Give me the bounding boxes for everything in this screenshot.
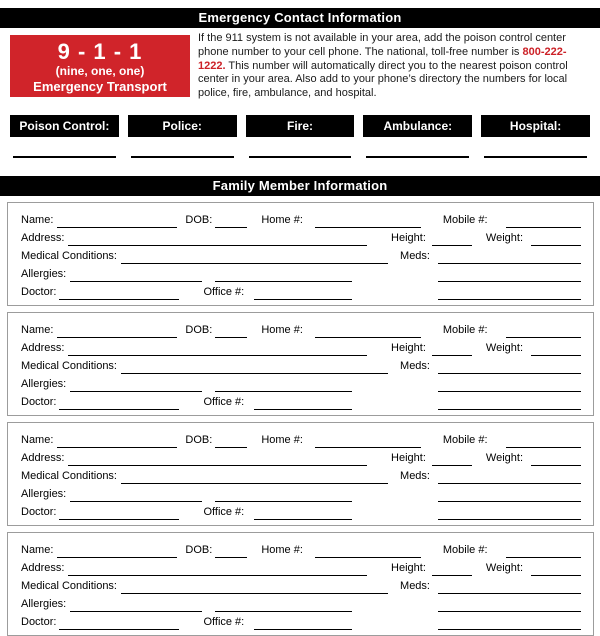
- family-header-title: Family Member Information: [212, 177, 388, 193]
- allergies-label: Allergies:: [21, 267, 67, 280]
- home-phone-label: Home #:: [261, 213, 303, 226]
- home-phone-label: Home #:: [261, 433, 303, 446]
- height-label: Height:: [391, 451, 426, 464]
- family-member-block-3: [7, 422, 594, 526]
- contact-cell-ambulance: [363, 115, 472, 158]
- allergies-continuation-line[interactable]: [215, 267, 352, 282]
- meds-label: Meds:: [400, 469, 430, 482]
- mobile-phone-blank-line[interactable]: [506, 213, 581, 228]
- emergency-header-title: Emergency Contact Information: [198, 10, 402, 25]
- name-row: [21, 430, 581, 448]
- height-blank-line[interactable]: [432, 341, 472, 356]
- mobile-phone-label: Mobile #:: [442, 213, 488, 226]
- 911-caption: Emergency Transport System: [33, 79, 167, 110]
- allergies-row: [21, 594, 581, 612]
- name-label: Name:: [21, 543, 54, 556]
- name-blank-line[interactable]: [57, 213, 177, 228]
- meds-continuation-line-2[interactable]: [438, 615, 581, 630]
- medical-conditions-blank-line[interactable]: [121, 249, 388, 264]
- weight-label: Weight:: [485, 231, 523, 244]
- medical-conditions-label: Medical Conditions:: [21, 469, 117, 482]
- medical-row: [21, 356, 581, 374]
- height-label: Height:: [391, 231, 426, 244]
- dob-label: DOB:: [185, 433, 213, 446]
- meds-blank-line[interactable]: [438, 469, 581, 484]
- allergies-row: [21, 264, 581, 282]
- allergies-row: [21, 484, 581, 502]
- home-phone-blank-line[interactable]: [315, 543, 421, 558]
- doctor-row: [21, 282, 581, 300]
- fire-label: Fire:: [246, 115, 355, 137]
- height-label: Height:: [391, 561, 426, 574]
- address-blank-line[interactable]: [68, 341, 367, 356]
- weight-blank-line[interactable]: [531, 451, 581, 466]
- intro-section: [10, 32, 590, 110]
- height-blank-line[interactable]: [432, 451, 472, 466]
- meds-label: Meds:: [400, 359, 430, 372]
- poison-control-phone-number: 800-222-1222.: [198, 45, 567, 72]
- meds-blank-line[interactable]: [438, 579, 581, 594]
- address-blank-line[interactable]: [68, 561, 367, 576]
- mobile-phone-label: Mobile #:: [442, 543, 488, 556]
- medical-conditions-label: Medical Conditions:: [21, 359, 117, 372]
- address-label: Address:: [21, 341, 65, 354]
- meds-continuation-line-1[interactable]: [438, 597, 581, 612]
- doctor-blank-line[interactable]: [59, 505, 179, 520]
- doctor-blank-line[interactable]: [59, 615, 179, 630]
- doctor-blank-line[interactable]: [59, 285, 179, 300]
- doctor-label: Doctor:: [21, 505, 57, 518]
- address-row: [21, 228, 581, 246]
- address-row: [21, 338, 581, 356]
- doctor-label: Doctor:: [21, 285, 57, 298]
- address-label: Address:: [21, 561, 65, 574]
- name-row: [21, 210, 581, 228]
- office-phone-blank-line[interactable]: [254, 505, 352, 520]
- allergies-row: [21, 374, 581, 392]
- meds-continuation-line-1[interactable]: [438, 487, 581, 502]
- instructions-text-before: If the 911 system is not available in your area, add the poison control center phone number to your cell phone. The national, toll-free number is: [198, 32, 566, 58]
- emergency-contacts-row: [10, 115, 590, 158]
- 911-number: 9 - 1 - 1: [57, 39, 143, 64]
- name-row: [21, 540, 581, 558]
- fire-blank-line[interactable]: [249, 137, 352, 158]
- meds-label: Meds:: [400, 579, 430, 592]
- mobile-phone-blank-line[interactable]: [506, 543, 581, 558]
- doctor-row: [21, 392, 581, 410]
- emergency-form-page: [0, 8, 600, 636]
- meds-continuation-line-1[interactable]: [438, 377, 581, 392]
- dob-label: DOB:: [185, 323, 213, 336]
- name-label: Name:: [21, 323, 54, 336]
- doctor-label: Doctor:: [21, 615, 57, 628]
- weight-blank-line[interactable]: [531, 341, 581, 356]
- allergies-continuation-line[interactable]: [215, 487, 352, 502]
- instructions-paragraph: [198, 32, 582, 101]
- medical-row: [21, 576, 581, 594]
- meds-continuation-line-2[interactable]: [438, 395, 581, 410]
- doctor-blank-line[interactable]: [59, 395, 179, 410]
- medical-conditions-blank-line[interactable]: [121, 359, 388, 374]
- family-member-block-1: [7, 202, 594, 306]
- address-blank-line[interactable]: [68, 231, 367, 246]
- weight-label: Weight:: [485, 451, 523, 464]
- allergies-blank-line[interactable]: [70, 597, 202, 612]
- meds-blank-line[interactable]: [438, 359, 581, 374]
- meds-continuation-line-2[interactable]: [438, 285, 581, 300]
- allergies-label: Allergies:: [21, 597, 67, 610]
- contact-cell-poison-control: [10, 115, 119, 158]
- office-phone-label: Office #:: [203, 615, 245, 628]
- office-phone-blank-line[interactable]: [254, 285, 352, 300]
- allergies-continuation-line[interactable]: [215, 597, 352, 612]
- address-label: Address:: [21, 231, 65, 244]
- instructions-text-after: This number will automatically direct you to the nearest poison control center in your area. Also add to your phone’s directory the numbers for local police, fire, ambulance, and hospital.: [198, 59, 568, 100]
- name-blank-line[interactable]: [57, 543, 177, 558]
- mobile-phone-blank-line[interactable]: [506, 433, 581, 448]
- family-header-bar: [0, 176, 600, 196]
- ambulance-label: Ambulance:: [363, 115, 472, 137]
- meds-continuation-line-2[interactable]: [438, 505, 581, 520]
- allergies-blank-line[interactable]: [70, 267, 202, 282]
- home-phone-blank-line[interactable]: [315, 323, 421, 338]
- height-blank-line[interactable]: [432, 561, 472, 576]
- home-phone-blank-line[interactable]: [315, 213, 421, 228]
- allergies-label: Allergies:: [21, 377, 67, 390]
- dob-label: DOB:: [185, 543, 213, 556]
- ambulance-blank-line[interactable]: [366, 137, 469, 158]
- meds-blank-line[interactable]: [438, 249, 581, 264]
- address-row: [21, 448, 581, 466]
- address-row: [21, 558, 581, 576]
- police-blank-line[interactable]: [131, 137, 234, 158]
- family-member-block-2: [7, 312, 594, 416]
- office-phone-blank-line[interactable]: [254, 395, 352, 410]
- poison-control-blank-line[interactable]: [13, 137, 116, 158]
- name-blank-line[interactable]: [57, 323, 177, 338]
- dob-blank-line[interactable]: [215, 543, 247, 558]
- contact-cell-police: [128, 115, 237, 158]
- meds-label: Meds:: [400, 249, 430, 262]
- medical-conditions-blank-line[interactable]: [121, 469, 388, 484]
- medical-conditions-blank-line[interactable]: [121, 579, 388, 594]
- police-label: Police:: [128, 115, 237, 137]
- allergies-continuation-line[interactable]: [215, 377, 352, 392]
- allergies-blank-line[interactable]: [70, 487, 202, 502]
- name-row: [21, 320, 581, 338]
- doctor-row: [21, 612, 581, 630]
- mobile-phone-label: Mobile #:: [442, 433, 488, 446]
- name-label: Name:: [21, 433, 54, 446]
- weight-blank-line[interactable]: [531, 231, 581, 246]
- medical-conditions-label: Medical Conditions:: [21, 249, 117, 262]
- contact-cell-fire: [246, 115, 355, 158]
- height-label: Height:: [391, 341, 426, 354]
- office-phone-blank-line[interactable]: [254, 615, 352, 630]
- home-phone-blank-line[interactable]: [315, 433, 421, 448]
- poison-control-label: Poison Control:: [10, 115, 119, 137]
- 911-red-box: [10, 35, 190, 110]
- 911-spelled-out: (nine, one, one): [55, 64, 145, 78]
- meds-continuation-line-1[interactable]: [438, 267, 581, 282]
- medical-conditions-label: Medical Conditions:: [21, 579, 117, 592]
- dob-blank-line[interactable]: [215, 213, 247, 228]
- contact-cell-hospital: [481, 115, 590, 158]
- home-phone-label: Home #:: [261, 323, 303, 336]
- family-member-block-4: [7, 532, 594, 636]
- hospital-blank-line[interactable]: [484, 137, 587, 158]
- doctor-row: [21, 502, 581, 520]
- address-blank-line[interactable]: [68, 451, 367, 466]
- hospital-label: Hospital:: [481, 115, 590, 137]
- address-label: Address:: [21, 451, 65, 464]
- dob-blank-line[interactable]: [215, 433, 247, 448]
- office-phone-label: Office #:: [203, 505, 245, 518]
- weight-blank-line[interactable]: [531, 561, 581, 576]
- emergency-header-bar: [0, 8, 600, 28]
- name-blank-line[interactable]: [57, 433, 177, 448]
- mobile-phone-blank-line[interactable]: [506, 323, 581, 338]
- weight-label: Weight:: [485, 341, 523, 354]
- medical-row: [21, 466, 581, 484]
- doctor-label: Doctor:: [21, 395, 57, 408]
- height-blank-line[interactable]: [432, 231, 472, 246]
- office-phone-label: Office #:: [203, 285, 245, 298]
- name-label: Name:: [21, 213, 54, 226]
- office-phone-label: Office #:: [203, 395, 245, 408]
- dob-blank-line[interactable]: [215, 323, 247, 338]
- home-phone-label: Home #:: [261, 543, 303, 556]
- dob-label: DOB:: [185, 213, 213, 226]
- mobile-phone-label: Mobile #:: [442, 323, 488, 336]
- allergies-label: Allergies:: [21, 487, 67, 500]
- medical-row: [21, 246, 581, 264]
- allergies-blank-line[interactable]: [70, 377, 202, 392]
- weight-label: Weight:: [485, 561, 523, 574]
